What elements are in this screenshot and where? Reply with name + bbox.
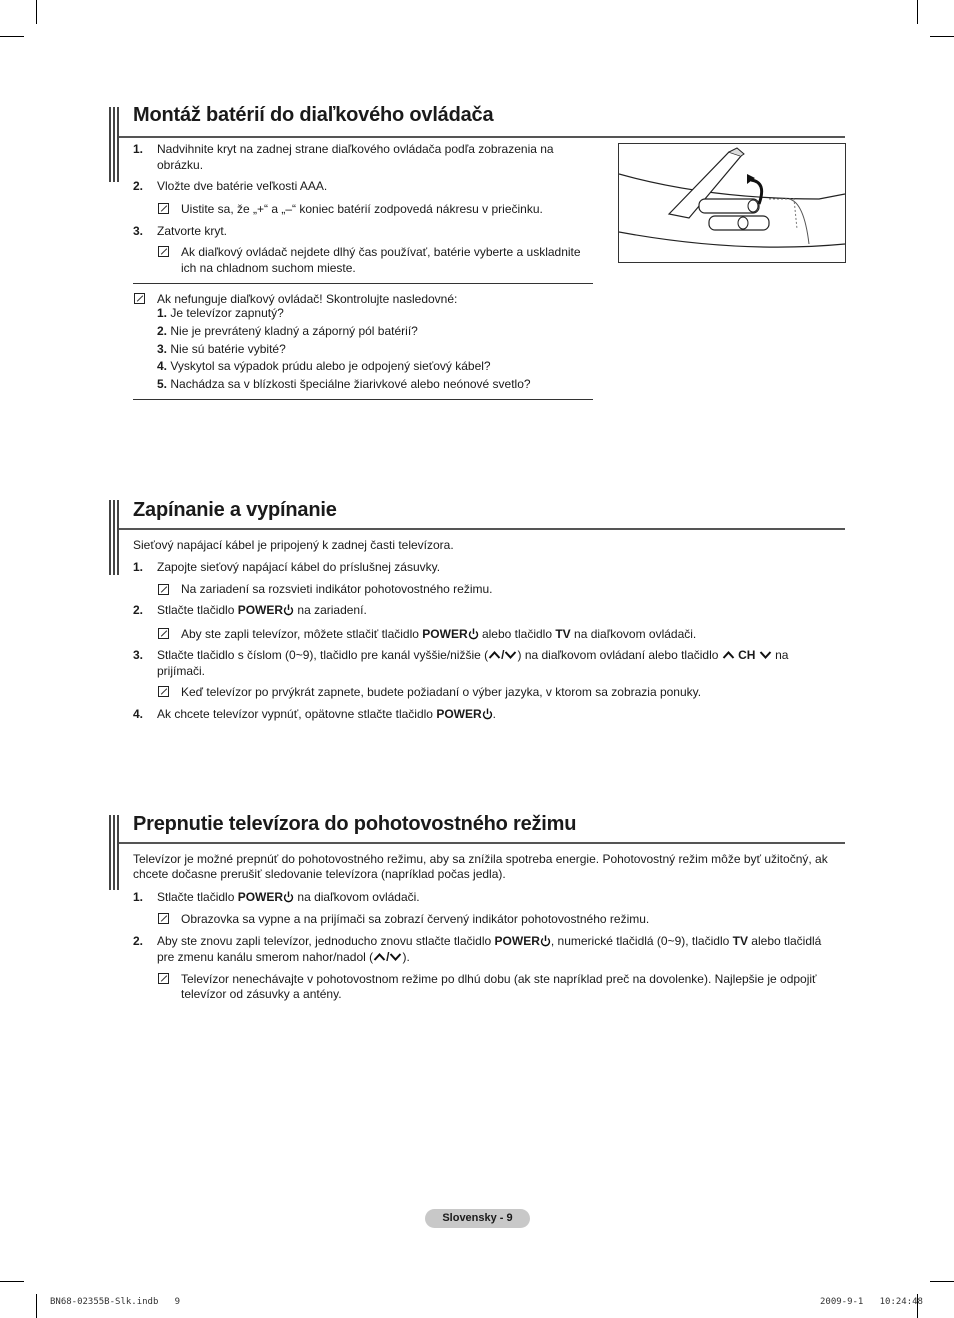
power-label: POWER: [237, 890, 284, 904]
step-text-continued: [157, 949, 410, 965]
section-rule: [119, 136, 845, 138]
step-text: [157, 933, 821, 949]
footer-date: 2009-9-1 10:24:48: [820, 1297, 923, 1307]
crop-mark: [917, 0, 918, 24]
note-icon: [158, 584, 169, 595]
step-text: Zapojte sieťový napájací kábel do príslušnej zásuvky.: [157, 560, 441, 574]
footer-file-info: BN68-02355B-Slk.indb 9: [50, 1297, 181, 1307]
check-text: Nie sú batérie vybité?: [170, 342, 286, 356]
text-part: na diaľkovom ovládači.: [294, 890, 420, 904]
step-number: 3.: [133, 648, 144, 662]
tv-label: TV: [555, 627, 571, 641]
step-text: Zatvorte kryt.: [157, 224, 228, 238]
power-label: POWER: [422, 627, 468, 641]
check-text: Je televízor zapnutý?: [170, 306, 284, 320]
power-label: POWER: [494, 934, 540, 948]
crop-mark: [930, 1281, 954, 1282]
remote-control-image: [619, 144, 845, 262]
section-rule: [119, 842, 845, 844]
note-text: televízor od zásuvky a antény.: [181, 987, 342, 1001]
page-number-badge: Slovensky - 9: [425, 1209, 530, 1228]
check-text: Vyskytol sa výpadok prúdu alebo je odpojený sieťový kábel?: [170, 359, 491, 373]
text-part: , numerické tlačidlá (0~9), tlačidlo: [550, 934, 733, 948]
power-icon: [468, 628, 479, 640]
text-part: ) na diaľkovom ovládaní alebo tlačidlo: [517, 648, 722, 662]
text-part: na diaľkovom ovládači.: [570, 627, 697, 641]
step-text: Vložte dve batérie veľkosti AAA.: [157, 179, 328, 193]
step-number: 4.: [133, 707, 144, 721]
text-part: Stlačte tlačidlo s číslom (0~9), tlačidlo pre kanál vyššie/nižšie (: [157, 648, 489, 662]
power-label: POWER: [237, 603, 284, 617]
step-text-continued: prijímači.: [157, 664, 206, 678]
intro-text: chcete dočasne prerušiť sledovanie televízora (napríklad počas jedla).: [133, 867, 506, 881]
section-title: Prepnutie televízora do pohotovostného režimu: [133, 813, 577, 835]
ch-label: CH: [734, 648, 759, 662]
crop-mark: [36, 1294, 37, 1318]
note-icon: [158, 628, 169, 639]
slash: /: [501, 648, 505, 662]
check-number: 1.: [157, 306, 168, 320]
chevron-down-icon: [759, 650, 772, 660]
check-number: 3.: [157, 342, 168, 356]
step-text: [157, 602, 367, 618]
check-text: Nachádza sa v blízkosti špeciálne žiarivkové alebo neónové svetlo?: [170, 377, 531, 391]
crop-mark: [36, 0, 37, 24]
step-number: 1.: [133, 560, 144, 574]
section-bar: [109, 500, 119, 575]
power-icon: [540, 935, 551, 947]
intro-text: Televízor je možné prepnúť do pohotovostného režimu, aby sa znížila spotreba energie. Pohotovostný režim môže byť užitočný, ak: [133, 852, 828, 866]
section-title: Zapínanie a vypínanie: [133, 499, 337, 521]
text-part: na: [771, 648, 789, 662]
note-icon: [134, 293, 145, 304]
note-text: Obrazovka sa vypne a na prijímači sa zobrazí červený indikátor pohotovostného režimu.: [181, 912, 650, 926]
step-number: 1.: [133, 142, 144, 156]
power-icon: [283, 604, 294, 616]
step-number: 2.: [133, 934, 144, 948]
check-intro: Ak nefunguje diaľkový ovládač! Skontrolujte nasledovné:: [157, 292, 458, 306]
chevron-down-icon: [389, 952, 402, 962]
text-part: pre zmenu kanálu smerom nahor/nadol (: [157, 950, 374, 964]
text-part: na zariadení.: [294, 603, 367, 617]
step-text: [157, 889, 420, 905]
check-number: 4.: [157, 359, 168, 373]
note-icon: [158, 203, 169, 214]
slash: /: [386, 950, 390, 964]
divider-line: [133, 399, 593, 400]
check-item: [157, 305, 284, 321]
step-text: [157, 647, 788, 663]
check-item: [157, 323, 418, 339]
section-bar: [109, 815, 119, 890]
section-title: Montáž batérií do diaľkového ovládača: [133, 104, 494, 126]
text-part: Stlačte tlačidlo: [157, 890, 238, 904]
check-item: [157, 341, 286, 357]
tv-label: TV: [732, 934, 748, 948]
step-number: 3.: [133, 224, 144, 238]
text-part: alebo tlačidlo: [478, 627, 556, 641]
section-bar: [109, 107, 119, 182]
note-text: Televízor nenechávajte v pohotovostnom režime po dlhú dobu (ak ste napríklad preč na dovolenke). Najlepšie je odpojiť: [181, 972, 817, 986]
check-number: 2.: [157, 324, 168, 338]
text-part: ).: [402, 950, 410, 964]
divider-line: [133, 283, 593, 284]
check-text: Nie je prevrátený kladný a záporný pól batérií?: [170, 324, 418, 338]
crop-mark: [0, 1281, 24, 1282]
text-part: Stlačte tlačidlo: [157, 603, 238, 617]
text-part: Aby ste zapli televízor, môžete stlačiť tlačidlo: [181, 627, 423, 641]
power-label: POWER: [436, 707, 482, 721]
section-rule: [119, 528, 845, 530]
note-icon: [158, 686, 169, 697]
text-part: Ak chcete televízor vypnúť, opätovne stlačte tlačidlo: [157, 707, 437, 721]
step-number: 2.: [133, 603, 144, 617]
note-text: Keď televízor po prvýkrát zapnete, budete požiadaní o výber jazyka, v ktorom sa zobrazia ponuky.: [181, 685, 702, 699]
crop-mark: [930, 36, 954, 37]
power-icon: [482, 708, 493, 720]
note-text: Na zariadení sa rozsvieti indikátor pohotovostného režimu.: [181, 582, 493, 596]
power-icon: [283, 891, 294, 903]
chevron-up-icon: [373, 952, 386, 962]
intro-text: Sieťový napájací kábel je pripojený k zadnej časti televízora.: [133, 538, 454, 552]
check-number: 5.: [157, 377, 168, 391]
note-icon: [158, 973, 169, 984]
chevron-up-icon: [488, 650, 501, 660]
step-number: 2.: [133, 179, 144, 193]
crop-mark: [0, 36, 24, 37]
note-text: [181, 626, 696, 642]
step-text: Nadvihnite kryt na zadnej strane diaľkového ovládača podľa zobrazenia na obrázku.: [157, 142, 554, 172]
text-part: Aby ste znovu zapli televízor, jednoducho znovu stlačte tlačidlo: [157, 934, 495, 948]
text-part: alebo tlačidlá: [747, 934, 822, 948]
note-text: Ak diaľkový ovládač nejdete dlhý čas používať, batérie vyberte a uskladnite ich na chladnom suchom mieste.: [181, 245, 581, 275]
text-part: .: [492, 707, 497, 721]
chevron-up-icon: [722, 650, 735, 660]
check-item: [157, 358, 491, 374]
step-text: [157, 706, 496, 722]
note-text: Uistite sa, že „+“ a „–“ koniec batérií zodpovedá nákresu v priečinku.: [181, 202, 543, 216]
remote-battery-illustration: [618, 143, 846, 263]
step-number: 1.: [133, 890, 144, 904]
check-item: [157, 376, 531, 392]
chevron-down-icon: [504, 650, 517, 660]
note-icon: [158, 913, 169, 924]
note-icon: [158, 246, 169, 257]
